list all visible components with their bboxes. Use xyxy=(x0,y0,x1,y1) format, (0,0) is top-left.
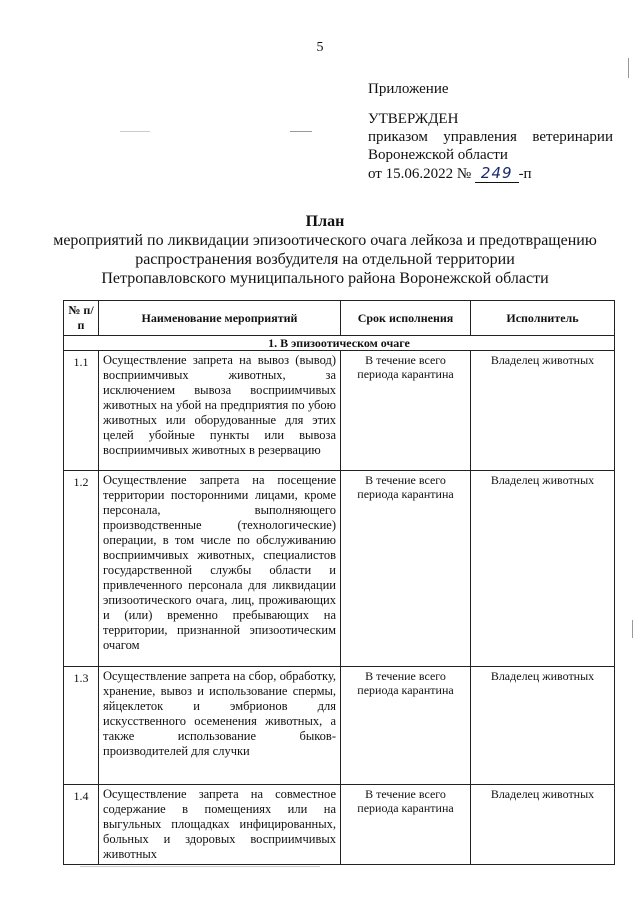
scan-mark xyxy=(290,131,312,132)
approval-block xyxy=(368,80,613,183)
title-heading: План xyxy=(305,213,345,230)
row-executor: Владелец животных xyxy=(471,785,615,865)
approved-label: УТВЕРЖДЕН xyxy=(368,111,459,127)
row-number: 1.4 xyxy=(64,785,99,865)
row-term: В течение всего периода карантина xyxy=(341,785,471,865)
row-term: В течение всего периода карантина xyxy=(341,471,471,667)
row-number: 1.3 xyxy=(64,667,99,785)
scan-mark xyxy=(120,131,150,132)
approval-order-line: приказом управления ветеринарии xyxy=(368,129,613,145)
section-title: 1. В эпизоотическом очаге xyxy=(64,336,615,351)
row-term: В течение всего периода карантина xyxy=(341,667,471,785)
scan-mark xyxy=(628,58,629,78)
scan-mark xyxy=(80,866,320,867)
appendix-label: Приложение xyxy=(368,81,449,97)
order-suffix: -п xyxy=(518,166,532,182)
row-executor: Владелец животных xyxy=(471,471,615,667)
header-name: Наименование мероприятий xyxy=(99,301,341,336)
row-measure: Осуществление запрета на посещение территории посторонними лицами, кроме персонала, выполняющего производственные (технологические) операции, в том числе по обслуживанию восприимчивых животных, специалистов государственной службы области и привлеченного персонала для ликвидации эпизоотического очага, лиц, проживающих и (или) временно пребывающих на территории, признанной эпизоотическим очагом xyxy=(99,471,341,667)
approval-date-line xyxy=(368,164,613,183)
document-title xyxy=(40,212,610,288)
page-number: 5 xyxy=(316,40,324,55)
row-measure: Осуществление запрета на совместное содержание в помещениях или на выгульных площадках инфицированных, больных и здоровых восприимчивых животных xyxy=(99,785,341,865)
table-row xyxy=(64,471,615,667)
row-number: 1.2 xyxy=(64,471,99,667)
table-header-row xyxy=(64,301,615,336)
row-term: В течение всего периода карантина xyxy=(341,351,471,471)
table-row xyxy=(64,351,615,471)
title-line: мероприятий по ликвидации эпизоотического очага лейкоза и предотвращению xyxy=(53,232,597,249)
row-executor: Владелец животных xyxy=(471,667,615,785)
approval-region-line: Воронежской области xyxy=(368,147,508,163)
header-num: № п/п xyxy=(64,301,99,336)
scan-mark xyxy=(632,620,633,638)
section-row xyxy=(64,336,615,351)
table-row xyxy=(64,785,615,865)
measures-table xyxy=(63,300,615,865)
row-measure: Осуществление запрета на сбор, обработку, хранение, вывоз и использование спермы, яйцеклеток и эмбрионов для искусственного осеменения животных, а также использование быков-производителей для случки xyxy=(99,667,341,785)
row-measure: Осуществление запрета на вывоз (вывод) восприимчивых животных, за исключением вывоза восприимчивых животных на убой на предприятия по убою животных или оборудованные для этих целей убойные пункты или вывоза восприимчивых животных в резервацию xyxy=(99,351,341,471)
title-line: Петропавловского муниципального района Воронежской области xyxy=(101,270,549,287)
handwritten-order-number: 249 xyxy=(475,164,519,183)
approval-date: от 15.06.2022 № xyxy=(368,166,472,182)
title-line: распространения возбудителя на отдельной территории xyxy=(135,251,515,268)
header-executor: Исполнитель xyxy=(471,301,615,336)
table-row xyxy=(64,667,615,785)
header-term: Срок исполнения xyxy=(341,301,471,336)
row-number: 1.1 xyxy=(64,351,99,471)
row-executor: Владелец животных xyxy=(471,351,615,471)
